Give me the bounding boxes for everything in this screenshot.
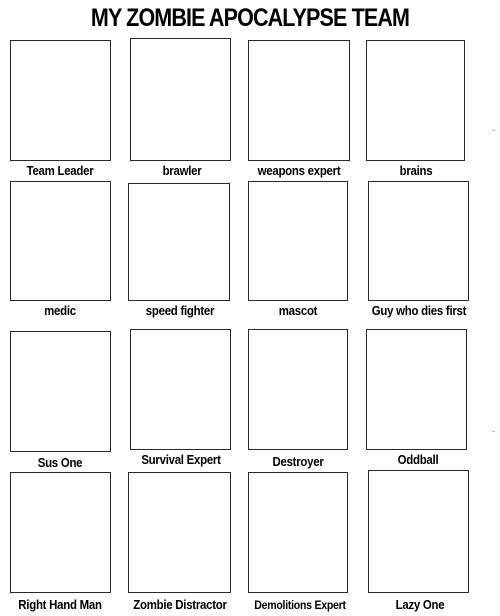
slot-label: brawler: [162, 163, 202, 178]
slot-label: weapons expert: [257, 163, 341, 178]
edge-mark: [492, 431, 495, 432]
slot-frame[interactable]: [248, 329, 348, 450]
slot-label: speed fighter: [145, 303, 215, 318]
slot-label: Lazy One: [395, 597, 445, 612]
slot-frame[interactable]: [130, 329, 231, 450]
slot-frame[interactable]: [366, 329, 467, 450]
slot-label: Destroyer: [272, 454, 324, 469]
edge-mark: [492, 130, 495, 131]
slot-frame[interactable]: [128, 472, 231, 593]
slot-label: Oddball: [397, 452, 439, 467]
slot-frame[interactable]: [130, 38, 231, 161]
slot-frame[interactable]: [368, 470, 469, 593]
slot-frame[interactable]: [128, 183, 230, 301]
slot-label: Survival Expert: [141, 452, 221, 467]
slot-frame[interactable]: [10, 472, 111, 593]
slot-frame[interactable]: [10, 181, 111, 301]
slot-frame[interactable]: [10, 40, 111, 161]
page-title: MY ZOMBIE APOCALYPSE TEAM: [90, 4, 410, 32]
slot-label: Sus One: [37, 455, 83, 470]
slot-label: Demolitions Expert: [254, 598, 346, 612]
slot-label: medic: [44, 303, 76, 318]
slot-label: Guy who dies first: [371, 303, 467, 318]
slot-label: Team Leader: [26, 163, 94, 178]
slot-frame[interactable]: [368, 181, 469, 301]
slot-label: mascot: [278, 303, 318, 318]
slot-frame[interactable]: [248, 472, 348, 593]
slot-label: Zombie Distractor: [133, 597, 227, 612]
slot-frame[interactable]: [366, 40, 465, 161]
slot-label: brains: [399, 163, 433, 178]
slot-frame[interactable]: [248, 181, 348, 301]
slot-frame[interactable]: [10, 331, 111, 452]
slot-label: Right Hand Man: [18, 597, 102, 612]
slot-frame[interactable]: [248, 40, 350, 161]
